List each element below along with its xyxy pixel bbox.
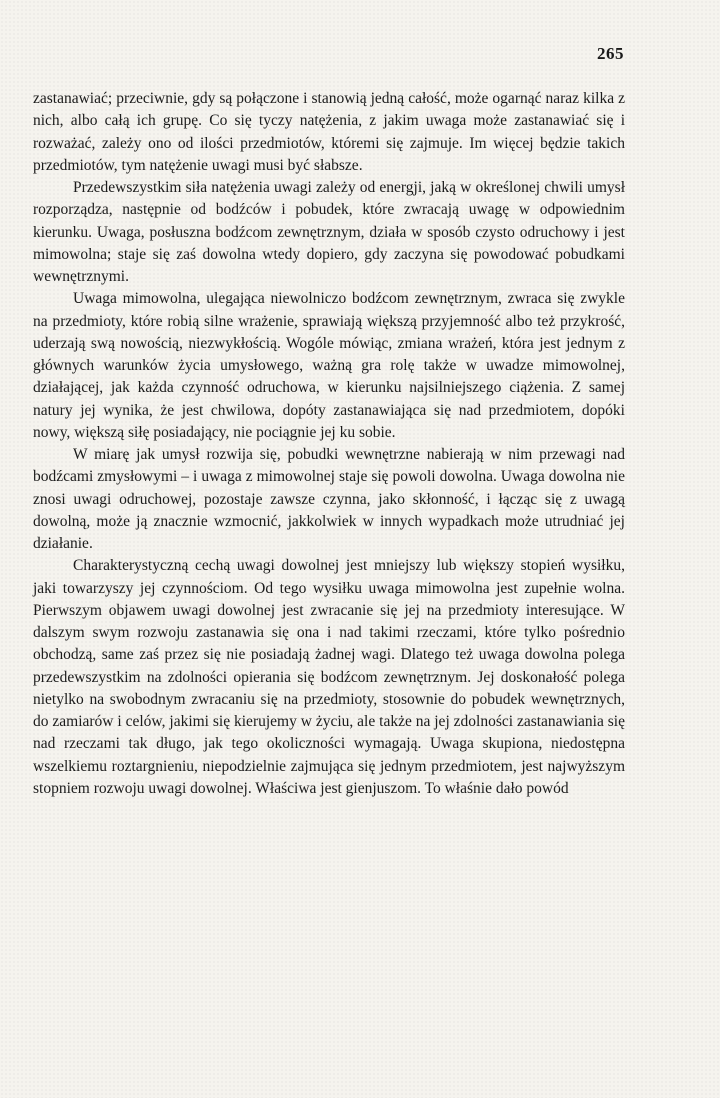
paragraph-1: zastanawiać; przeciwnie, gdy są połączone i stanowią jedną całość, może ogarnąć naraz kilka z nich, albo całą ich grupę. Co się tyczy natężenia, z jakim uwaga może zastanawiać się i rozważać, zależy ono od ilości przedmiotów, któremi się zajmuje. Im więcej będzie takich przedmiotów, tym natężenie uwagi musi być słabsze. (33, 90, 625, 174)
paragraph-2: Przedewszystkim siła natężenia uwagi zależy od energji, jaką w określonej chwili umysł rozporządza, następnie od bodźców i pobudek, które zwracają uwagę w odpowiednim kierunku. Uwaga, posłuszna bodźcom zewnętrznym, działa w sposób czysto odruchowy i jest mimowolna; staje się zaś dowolna wtedy dopiero, gdy zaczyna się powodować pobudkami wewnętrznymi. (33, 179, 625, 285)
paragraph-5: Charakterystyczną cechą uwagi dowolnej jest mniejszy lub większy stopień wysiłku, jaki towarzyszy jej czynnościom. Od tego wysiłku uwaga mimowolna jest zupełnie wolna. Pierwszym objawem uwagi dowolnej jest zwracanie się jej na przedmioty interesujące. W dalszym swym rozwoju zastanawia się ona i nad takimi rzeczami, które tylko pośrednio obchodzą, same zaś przez się nie posiadają żadnej wagi. Dlatego też uwaga dowolna polega przedewszystkim na zdolności opierania się bodźcom zewnętrznym. Jej doskonałość polega nietylko na swobodnym zwracaniu się na przedmioty, stosownie do pobudek wewnętrznych, do zamiarów i celów, jakimi się kierujemy w życiu, ale także na jej zdolności zastanawiania się nad rzeczami tak długo, jak tego okoliczności wymagają. Uwaga skupiona, niedostępna wszelkiemu roztargnieniu, niepodzielnie zajmująca się jednym przedmiotem, jest najwyższym stopniem rozwoju uwagi dowolnej. Właściwa jest gienjuszom. To właśnie dało powód (33, 557, 625, 797)
paragraph-3: Uwaga mimowolna, ulegająca niewolniczo bodźcom zewnętrznym, zwraca się zwykle na przedmioty, które robią silne wrażenie, sprawiają większą przyjemność albo też przykrość, uderzają swą nowością, niezwykłością. Wogóle mówiąc, zmiana wrażeń, która jest jednym z głównych warunków życia umysłowego, ważną gra rolę także w uwadze mimowolnej, działającej, jak każda czynność odruchowa, w kierunku najsilniejszego ciążenia. Z samej natury jej wynika, że jest chwilowa, dopóty zastanawiająca się nad przedmiotem, dopóki nowy, większą siłę posiadający, nie pociągnie jej ku sobie. (33, 290, 625, 441)
page-number: 265 (597, 44, 624, 63)
body-text (33, 88, 625, 800)
paragraph-4: W miarę jak umysł rozwija się, pobudki wewnętrzne nabierają w nim przewagi nad bodźcami zmysłowymi – i uwaga z mimowolnej staje się powoli dowolna. Uwaga dowolna nie znosi uwagi odruchowej, pozostaje zawsze czynna, jako skłonność, i łącząc się z uwagą dowolną, może ją znacznie wzmocnić, jakkolwiek w innych wypadkach może utrudniać jej działanie. (33, 446, 625, 552)
